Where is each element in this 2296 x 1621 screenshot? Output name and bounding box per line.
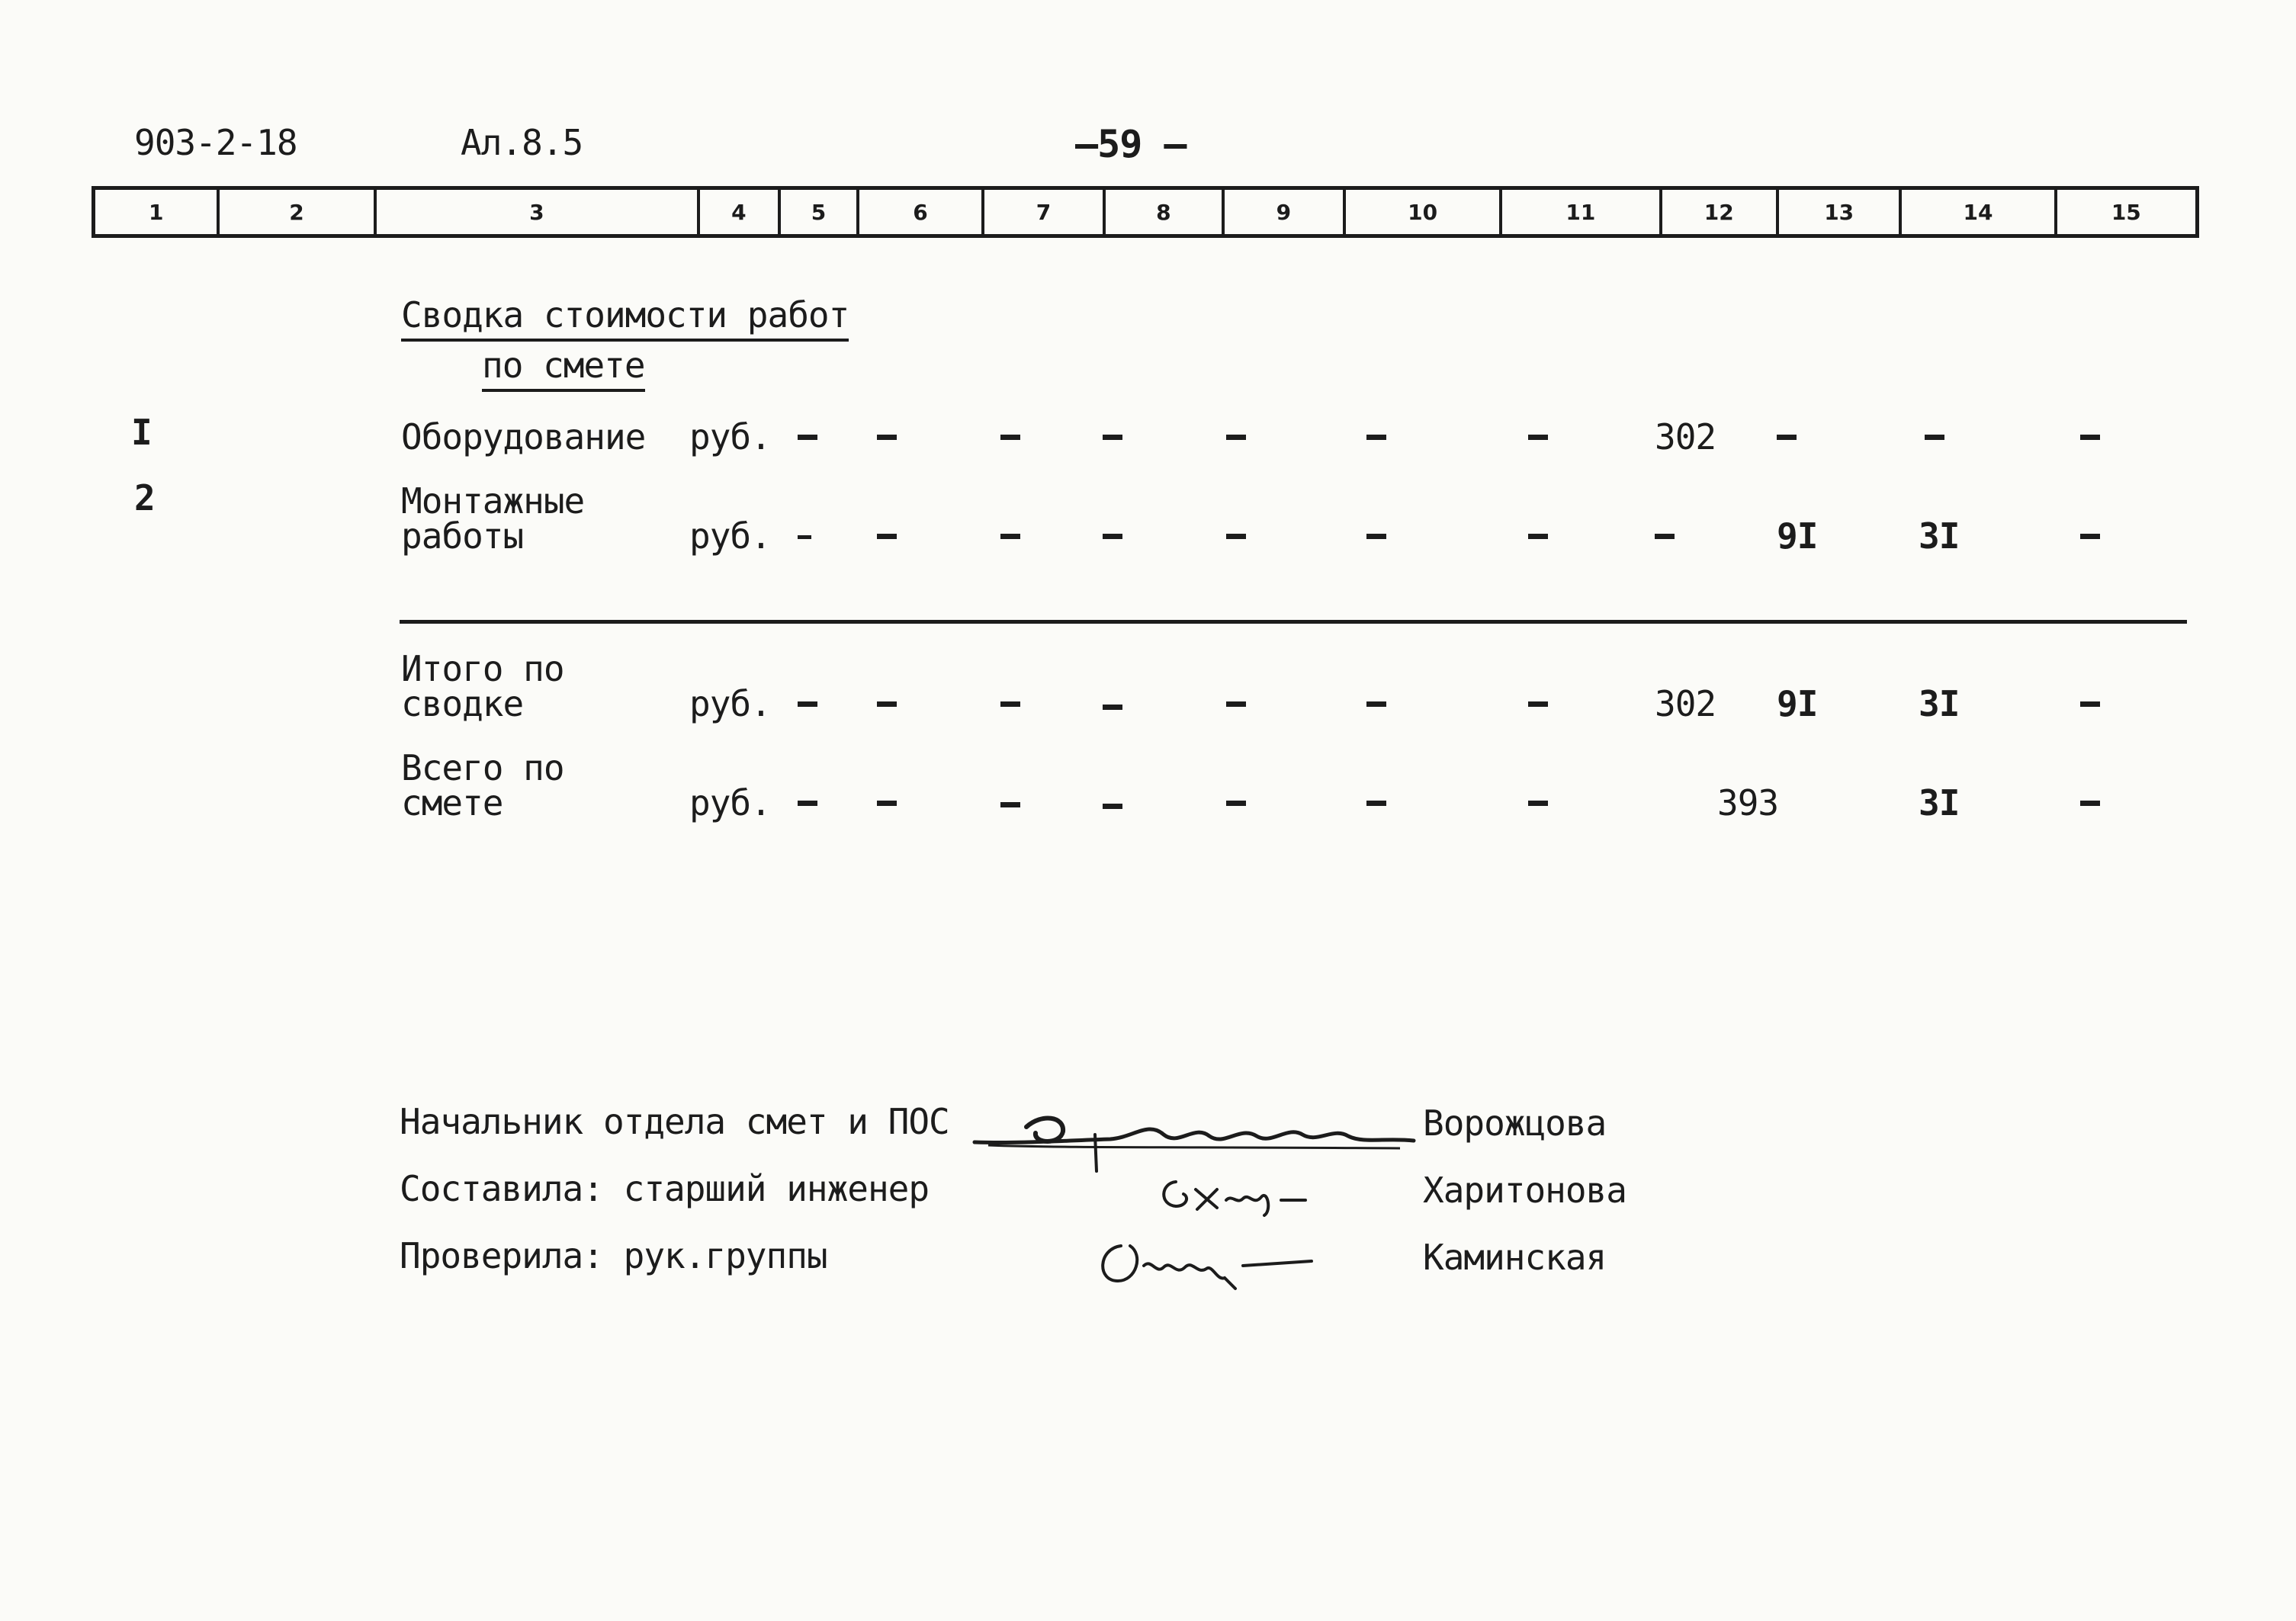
sheet-reference: Ал.8.5 bbox=[461, 122, 583, 163]
summary-title-text-2: по смете bbox=[482, 345, 645, 392]
document-code: 903-2-18 bbox=[134, 122, 297, 163]
column-number-2: 2 bbox=[220, 190, 376, 234]
empty-cell-dash bbox=[1103, 534, 1122, 539]
page-number-value: 59 bbox=[1097, 122, 1142, 166]
empty-cell-dash bbox=[1000, 802, 1020, 807]
empty-cell-dash bbox=[798, 701, 817, 707]
totals-separator bbox=[400, 620, 2187, 624]
empty-cell-dash bbox=[1925, 435, 1944, 440]
empty-cell-dash bbox=[1528, 701, 1548, 707]
empty-cell-dash bbox=[877, 435, 897, 440]
total-summary-col13: 9I bbox=[1777, 683, 1818, 724]
column-number-5: 5 bbox=[781, 190, 860, 234]
column-number-12: 12 bbox=[1662, 190, 1779, 234]
empty-cell-dash bbox=[2080, 435, 2100, 440]
signature-name: Каминская bbox=[1423, 1237, 1607, 1278]
row-name-line2: работы bbox=[401, 515, 524, 557]
empty-cell-dash bbox=[877, 701, 897, 707]
row-number: 2 bbox=[134, 477, 155, 518]
empty-cell-dash bbox=[1655, 534, 1675, 539]
handwritten-signature-1 bbox=[973, 1090, 1415, 1177]
empty-cell-dash bbox=[1528, 534, 1548, 539]
row-unit: руб. bbox=[689, 683, 771, 724]
empty-cell-dash bbox=[1103, 705, 1122, 710]
column-number-3: 3 bbox=[377, 190, 700, 234]
empty-cell-dash bbox=[1366, 435, 1386, 440]
row-unit: руб. bbox=[689, 515, 771, 557]
empty-cell-dash bbox=[1000, 435, 1020, 440]
column-number-14: 14 bbox=[1902, 190, 2057, 234]
empty-cell-dash bbox=[1528, 435, 1548, 440]
column-number-4: 4 bbox=[700, 190, 781, 234]
signature-name: Ворожцова bbox=[1423, 1103, 1607, 1144]
total-summary-name-line1: Итого по bbox=[401, 648, 564, 689]
empty-cell-dash bbox=[1226, 701, 1246, 707]
empty-cell-dash bbox=[1000, 701, 1020, 707]
empty-cell-dash bbox=[2080, 701, 2100, 707]
signature-role: Составила: старший инженер bbox=[400, 1168, 930, 1209]
column-number-9: 9 bbox=[1225, 190, 1346, 234]
column-number-10: 10 bbox=[1346, 190, 1502, 234]
empty-cell-dash bbox=[798, 801, 817, 806]
column-number-7: 7 bbox=[984, 190, 1106, 234]
page-number bbox=[1075, 122, 1187, 166]
total-summary-name-line2: сводке bbox=[401, 683, 524, 724]
column-number-1: 1 bbox=[95, 190, 220, 234]
summary-title-line1 bbox=[401, 294, 849, 335]
empty-cell-dash bbox=[1226, 435, 1246, 440]
total-summary-col14: 3I bbox=[1919, 683, 1960, 724]
row-name-line1: Монтажные bbox=[401, 480, 585, 522]
column-number-header bbox=[92, 186, 2199, 238]
empty-cell-dash bbox=[1226, 534, 1246, 539]
total-estimate-name-line2: смете bbox=[401, 782, 503, 823]
cell-col14: 3I bbox=[1919, 515, 1960, 557]
empty-cell-dash bbox=[1000, 534, 1020, 539]
total-estimate-col14: 3I bbox=[1919, 782, 1960, 823]
empty-cell-dash bbox=[1528, 801, 1548, 806]
signature-name: Харитонова bbox=[1423, 1170, 1626, 1211]
handwritten-signature-2 bbox=[1153, 1167, 1328, 1223]
empty-cell-dash bbox=[798, 535, 811, 539]
cell-col12: 302 bbox=[1655, 416, 1716, 457]
empty-cell-dash bbox=[1366, 701, 1386, 707]
row-number: I bbox=[131, 412, 152, 453]
empty-cell-dash bbox=[1103, 435, 1122, 440]
column-number-6: 6 bbox=[859, 190, 984, 234]
total-summary-col12: 302 bbox=[1655, 683, 1716, 724]
row-unit: руб. bbox=[689, 782, 771, 823]
empty-cell-dash bbox=[877, 534, 897, 539]
row-name: Оборудование bbox=[401, 416, 646, 457]
cell-col13: 9I bbox=[1777, 515, 1818, 557]
empty-cell-dash bbox=[1777, 435, 1797, 440]
row-unit: руб. bbox=[689, 416, 771, 457]
page-number-dash-right: — bbox=[1142, 122, 1187, 166]
column-number-8: 8 bbox=[1106, 190, 1224, 234]
total-estimate-col12-13: 393 bbox=[1717, 782, 1779, 823]
signature-role: Начальник отдела смет и ПОС bbox=[400, 1101, 949, 1142]
column-number-11: 11 bbox=[1502, 190, 1662, 234]
signature-role: Проверила: рук.группы bbox=[400, 1235, 827, 1276]
summary-title-line2 bbox=[482, 345, 645, 386]
empty-cell-dash bbox=[2080, 534, 2100, 539]
page-number-dash-left: — bbox=[1075, 122, 1098, 166]
empty-cell-dash bbox=[2080, 801, 2100, 806]
column-number-13: 13 bbox=[1779, 190, 1902, 234]
summary-title-text: Сводка стоимости работ bbox=[401, 294, 849, 342]
column-number-15: 15 bbox=[2111, 199, 2141, 225]
empty-cell-dash bbox=[1226, 801, 1246, 806]
handwritten-signature-3 bbox=[1090, 1228, 1319, 1299]
empty-cell-dash bbox=[798, 435, 817, 440]
empty-cell-dash bbox=[1366, 534, 1386, 539]
empty-cell-dash bbox=[1366, 801, 1386, 806]
empty-cell-dash bbox=[877, 801, 897, 806]
total-estimate-name-line1: Всего по bbox=[401, 747, 564, 788]
empty-cell-dash bbox=[1103, 804, 1122, 809]
